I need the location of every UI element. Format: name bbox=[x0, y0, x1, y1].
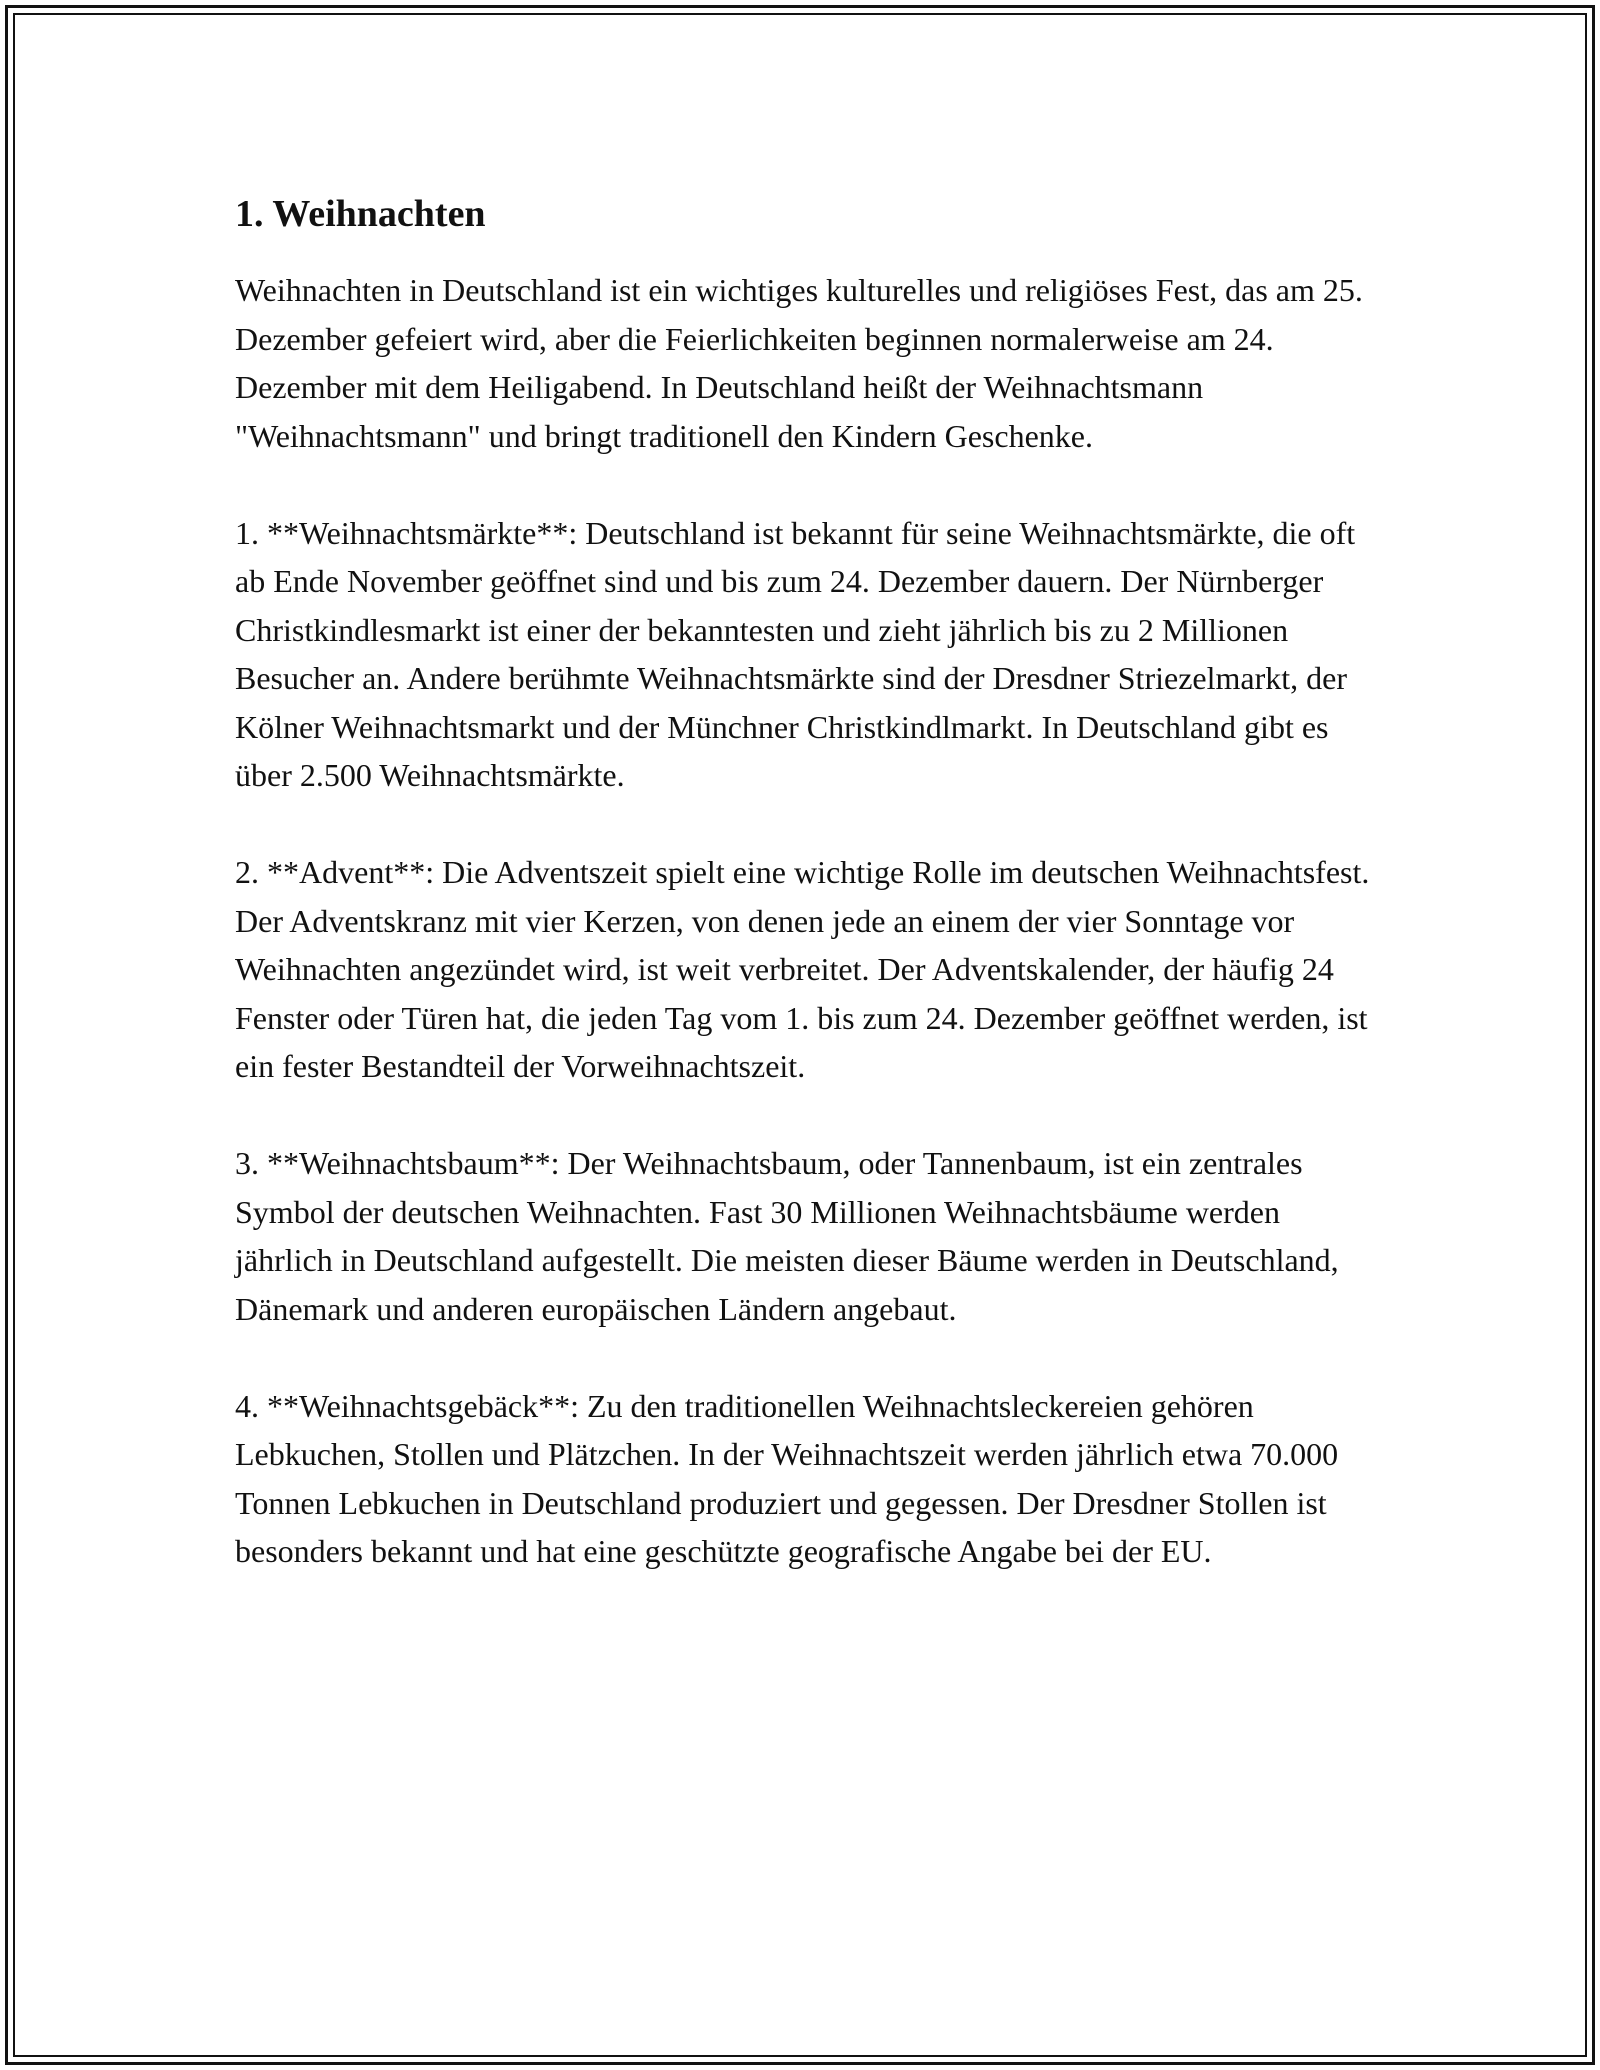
paragraph-advent: 2. **Advent**: Die Adventszeit spielt eine wichtige Rolle im deutschen Weihnachtsfest. Der Adventskranz mit vier Kerzen, von denen jede an einem der vier Sonntage vor Weihnachten angezündet wird, ist weit verbreitet. Der Adventskalender, der häufig 24 Fenster oder Türen hat, die jeden Tag vom 1. bis zum 24. Dezember geöffnet werden, ist ein fester Bestandteil der Vorweihnachtszeit. bbox=[235, 854, 1370, 1084]
paragraph-weihnachtsbaum: 3. **Weihnachtsbaum**: Der Weihnachtsbaum, oder Tannenbaum, ist ein zentrales Symbol der deutschen Weihnachten. Fast 30 Millionen Weihnachtsbäume werden jährlich in Deutschland aufgestellt. Die meisten dieser Bäume werden in Deutschland, Dänemark und anderen europäischen Ländern angebaut. bbox=[235, 1145, 1339, 1327]
paragraph-weihnachtsmaerkte: 1. **Weihnachtsmärkte**: Deutschland ist bekannt für seine Weihnachtsmärkte, die oft ab Ende November geöffnet sind und bis zum 24. Dezember dauern. Der Nürnberger Christkindlesmarkt ist einer der bekanntesten und zieht jährlich bis zu 2 Millionen Besucher an. Andere berühmte Weihnachtsmärkte sind der Dresdner Striezelmarkt, der Kölner Weihnachtsmarkt und der Münchner Christkindlmarkt. In Deutschland gibt es über 2.500 Weihnachtsmärkte. bbox=[235, 514, 1356, 793]
intro-paragraph: Weihnachten in Deutschland ist ein wichtiges kulturelles und religiöses Fest, das am 25. Dezember gefeiert wird, aber die Feierlichkeiten beginnen normalerweise am 24. Dezember mit dem Heiligabend. In Deutschland heißt der Weihnachtsmann "Weihnachtsmann" und bringt traditionell den Kindern Geschenke. bbox=[235, 272, 1363, 454]
document-title: 1. Weihnachten bbox=[235, 193, 486, 235]
document-body bbox=[235, 188, 1375, 1624]
paragraph-weihnachtsgebaeck: 4. **Weihnachtsgebäck**: Zu den traditionellen Weihnachtsleckereien gehören Lebkuchen, Stollen und Plätzchen. In der Weihnachtszeit werden jährlich etwa 70.000 Tonnen Lebkuchen in Deutschland produziert und gegessen. Der Dresdner Stollen ist besonders bekannt und hat eine geschützte geografische Angabe bei der EU. bbox=[235, 1387, 1339, 1569]
